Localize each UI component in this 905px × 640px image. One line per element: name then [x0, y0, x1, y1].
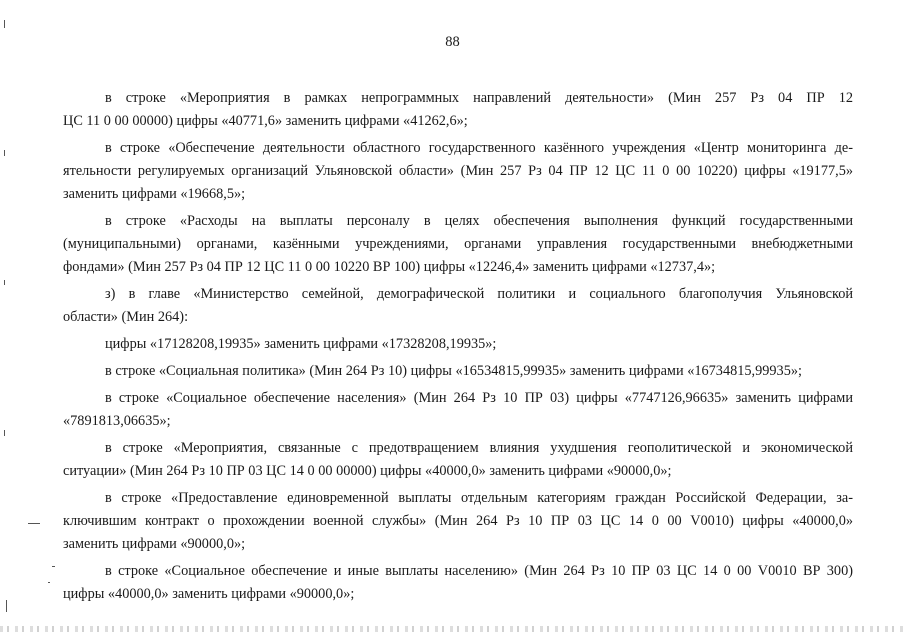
text-line: з) в главе «Министерство семейной, демографической политики и социального благополучия Ульяновской: [105, 286, 853, 302]
scan-artifact: [28, 523, 40, 524]
text-line: ключившим контракт о прохождении военной службы» (Мин 264 Рз 10 ПР 03 ЦС 14 0 00 V0010) цифры «40000,0»: [63, 513, 853, 529]
scan-artifact: [4, 150, 5, 156]
page-number: 88: [445, 34, 460, 50]
text-line: ЦС 11 0 00 00000) цифры «40771,6» заменить цифрами «41262,6»;: [63, 113, 468, 129]
text-line: ятельности регулируемых организаций Ульяновской области» (Мин 257 Рз 04 ПР 12 ЦС 11 0 00 10220) цифры «19177,5»: [63, 163, 853, 179]
scan-artifact: [4, 20, 5, 28]
scan-artifact: [52, 566, 55, 567]
text-line: в строке «Обеспечение деятельности областного государственного казённого учреждения «Центр мониторинга де-: [105, 140, 853, 156]
scan-artifact: [6, 600, 7, 612]
text-line: в строке «Предоставление единовременной выплаты отдельным категориям граждан Российской Федерации, за-: [105, 490, 853, 506]
scan-artifact: [4, 430, 5, 436]
text-line: ситуации» (Мин 264 Рз 10 ПР 03 ЦС 14 0 00 00000) цифры «40000,0» заменить цифрами «90000,0»;: [63, 463, 672, 479]
text-line: заменить цифрами «19668,5»;: [63, 186, 246, 202]
text-line: «7891813,06635»;: [63, 413, 171, 429]
scan-artifact: [4, 280, 5, 285]
text-line: фондами» (Мин 257 Рз 04 ПР 12 ЦС 11 0 00 10220 ВР 100) цифры «12246,4» заменить цифрами «12737,4»;: [63, 259, 716, 275]
text-line: в строке «Расходы на выплаты персоналу в целях обеспечения выполнения функций государственными: [105, 213, 853, 229]
scan-edge-noise: [0, 626, 905, 632]
text-line: в строке «Социальное обеспечение населения» (Мин 264 Рз 10 ПР 03) цифры «7747126,96635» заменить цифрами: [105, 390, 853, 406]
text-line: в строке «Социальное обеспечение и иные выплаты населению» (Мин 264 Рз 10 ПР 03 ЦС 14 0 00 V0010 ВР 300): [105, 563, 853, 579]
text-line: (муниципальными) органами, казёнными учреждениями, органами управления государственными внебюджетными: [63, 236, 853, 252]
text-line: заменить цифрами «90000,0»;: [63, 536, 246, 552]
text-line: цифры «17128208,19935» заменить цифрами «17328208,19935»;: [105, 336, 497, 352]
scan-artifact: [48, 582, 50, 583]
text-line: в строке «Мероприятия в рамках непрограммных направлений деятельности» (Мин 257 Рз 04 ПР 12: [105, 90, 853, 106]
text-line: в строке «Социальная политика» (Мин 264 Рз 10) цифры «16534815,99935» заменить цифрами «16734815,99935»;: [105, 363, 802, 379]
text-line: цифры «40000,0» заменить цифрами «90000,0»;: [63, 586, 355, 602]
text-line: области» (Мин 264):: [63, 309, 189, 325]
text-line: в строке «Мероприятия, связанные с предотвращением влияния ухудшения геополитической и экономической: [105, 440, 853, 456]
